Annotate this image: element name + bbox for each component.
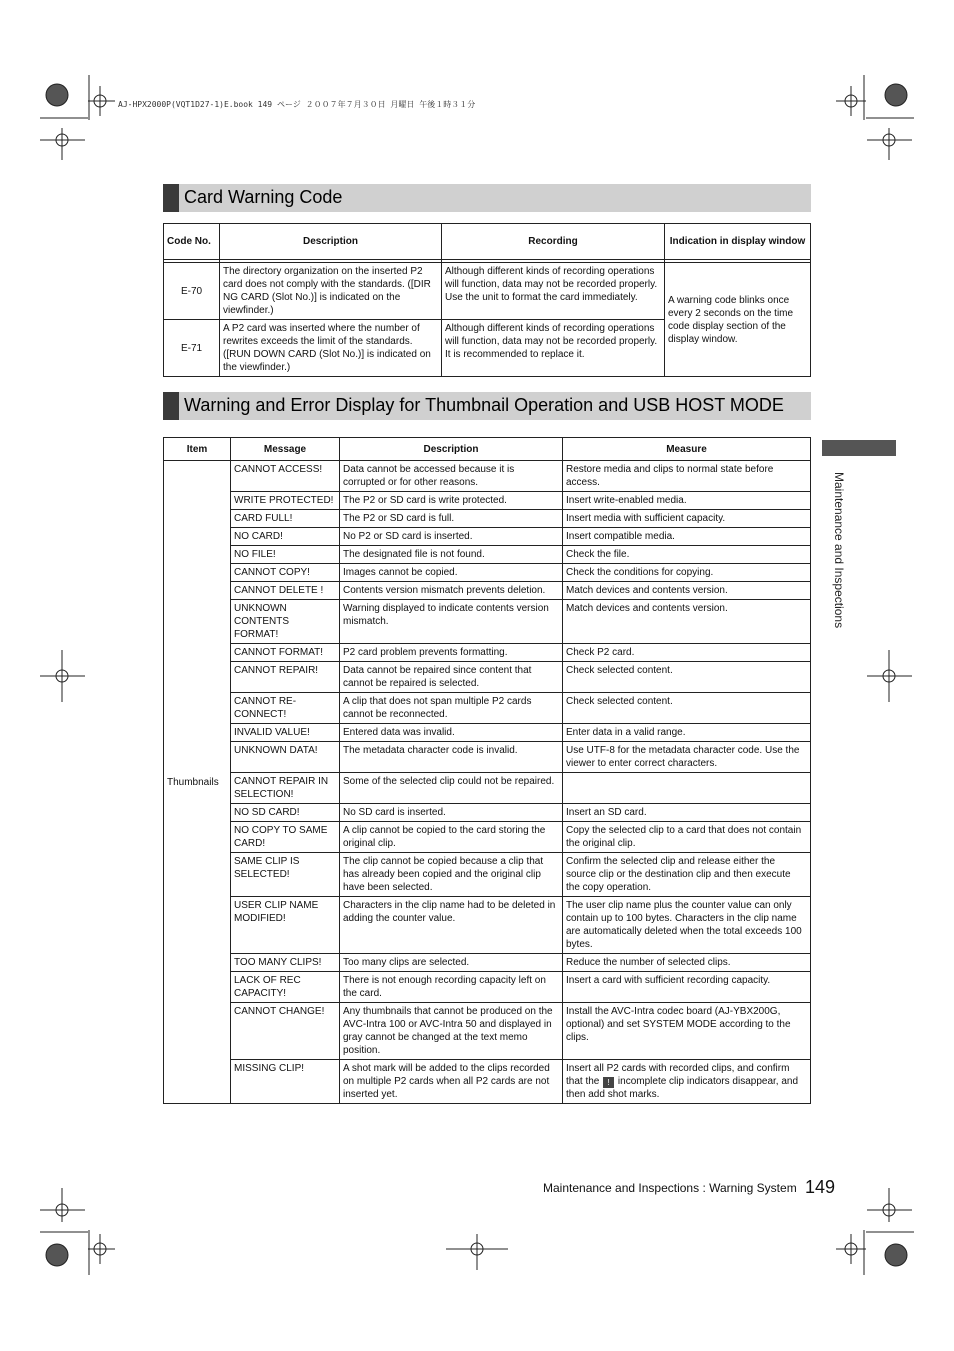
- header-measure: Measure: [563, 438, 811, 461]
- measure-cell: Install the AVC-Intra codec board (AJ-YBX200G, optional) and set SYSTEM MODE according to the clips.: [563, 1003, 811, 1060]
- table-row: [164, 773, 811, 804]
- description-cell: The P2 or SD card is full.: [340, 510, 563, 528]
- description-cell: Images cannot be copied.: [340, 564, 563, 582]
- incomplete-clip-indicator-icon: !: [603, 1077, 614, 1088]
- measure-cell: Check the conditions for copying.: [563, 564, 811, 582]
- message-cell: UNKNOWN DATA!: [231, 742, 340, 773]
- message-cell: UNKNOWN CONTENTS FORMAT!: [231, 600, 340, 644]
- measure-cell: [563, 773, 811, 804]
- measure-cell: Check P2 card.: [563, 644, 811, 662]
- description-cell: The metadata character code is invalid.: [340, 742, 563, 773]
- message-cell: NO SD CARD!: [231, 804, 340, 822]
- table-row: [164, 954, 811, 972]
- registration-disc-icon: [885, 84, 907, 106]
- description-cell: Data cannot be repaired since content that cannot be repaired is selected.: [340, 662, 563, 693]
- table-header-row: [164, 438, 811, 461]
- header-description: Description: [340, 438, 563, 461]
- table-row: [164, 822, 811, 853]
- message-cell: CARD FULL!: [231, 510, 340, 528]
- measure-cell: Enter data in a valid range.: [563, 724, 811, 742]
- measure-cell: Insert a card with sufficient recording capacity.: [563, 972, 811, 1003]
- description-cell: Any thumbnails that cannot be produced on the AVC-Intra 100 or AVC-Intra 50 and displayed in gray cannot be changed at the text memo position.: [340, 1003, 563, 1060]
- measure-cell: Match devices and contents version.: [563, 582, 811, 600]
- measure-cell: Reduce the number of selected clips.: [563, 954, 811, 972]
- measure-cell: Insert write-enabled media.: [563, 492, 811, 510]
- measure-cell: Copy the selected clip to a card that does not contain the original clip.: [563, 822, 811, 853]
- description-cell: Data cannot be accessed because it is corrupted or for other reasons.: [340, 461, 563, 492]
- code-cell: E-71: [164, 320, 220, 377]
- description-cell: No SD card is inserted.: [340, 804, 563, 822]
- table-row: [164, 600, 811, 644]
- recording-cell: Although different kinds of recording operations will function, data may not be recorded properly. Use the unit to format the card immediately.: [442, 263, 665, 320]
- message-cell: WRITE PROTECTED!: [231, 492, 340, 510]
- measure-cell: Match devices and contents version.: [563, 600, 811, 644]
- description-cell: Warning displayed to indicate contents version mismatch.: [340, 600, 563, 644]
- description-cell: The designated file is not found.: [340, 546, 563, 564]
- description-cell: P2 card problem prevents formatting.: [340, 644, 563, 662]
- description-cell: No P2 or SD card is inserted.: [340, 528, 563, 546]
- message-cell: SAME CLIP IS SELECTED!: [231, 853, 340, 897]
- message-cell: CANNOT CHANGE!: [231, 1003, 340, 1060]
- description-cell: There is not enough recording capacity left on the card.: [340, 972, 563, 1003]
- description-cell: Entered data was invalid.: [340, 724, 563, 742]
- description-cell: The P2 or SD card is write protected.: [340, 492, 563, 510]
- chapter-tab-marker: [822, 440, 896, 456]
- measure-cell: [563, 1060, 811, 1104]
- table-row: [164, 1003, 811, 1060]
- measure-cell: Check selected content.: [563, 693, 811, 724]
- book-file-info: AJ-HPX2000P(VQT1D27-1)E.book 149 ページ ２００７年７月３０日 月曜日 午後１時３１分: [118, 100, 476, 109]
- message-cell: USER CLIP NAME MODIFIED!: [231, 897, 340, 954]
- message-cell: LACK OF REC CAPACITY!: [231, 972, 340, 1003]
- description-cell: The directory organization on the inserted P2 card does not comply with the standards. ([DIR NG CARD (Slot No.)] is indicated on the viewfinder.): [220, 263, 442, 320]
- message-cell: TOO MANY CLIPS!: [231, 954, 340, 972]
- description-cell: A shot mark will be added to the clips recorded on multiple P2 cards when all P2 cards are not inserted yet.: [340, 1060, 563, 1104]
- table-row: [164, 492, 811, 510]
- header-message: Message: [231, 438, 340, 461]
- table-row: [164, 693, 811, 724]
- message-cell: CANNOT DELETE !: [231, 582, 340, 600]
- message-cell: CANNOT RE-CONNECT!: [231, 693, 340, 724]
- table-row: [164, 263, 811, 320]
- description-cell: A clip that does not span multiple P2 cards cannot be reconnected.: [340, 693, 563, 724]
- measure-cell: Confirm the selected clip and release either the source clip or the destination clip and then execute the copy operation.: [563, 853, 811, 897]
- table-row: [164, 461, 811, 492]
- message-cell: NO FILE!: [231, 546, 340, 564]
- description-cell: A clip cannot be copied to the card storing the original clip.: [340, 822, 563, 853]
- table-row: [164, 1060, 811, 1104]
- indication-cell: A warning code blinks once every 2 seconds on the time code display section of the display window.: [665, 263, 811, 377]
- thumbnail-warning-table: [163, 437, 811, 1104]
- header-code-no: Code No.: [164, 224, 220, 260]
- description-cell: Characters in the clip name had to be deleted in adding the counter value.: [340, 897, 563, 954]
- item-cell: Thumbnails: [164, 461, 231, 1104]
- table-row: [164, 972, 811, 1003]
- table-row: [164, 853, 811, 897]
- registration-disc-icon: [885, 1244, 907, 1266]
- section-title-warning-error-display: Warning and Error Display for Thumbnail Operation and USB HOST MODE: [163, 392, 811, 420]
- section-title-card-warning-code: Card Warning Code: [163, 184, 811, 212]
- message-cell: MISSING CLIP!: [231, 1060, 340, 1104]
- table-row: [164, 582, 811, 600]
- message-cell: CANNOT REPAIR!: [231, 662, 340, 693]
- table-row: [164, 897, 811, 954]
- measure-cell: Check selected content.: [563, 662, 811, 693]
- card-warning-code-table: [163, 223, 811, 377]
- page-number: 149: [805, 1177, 836, 1197]
- measure-cell: Restore media and clips to normal state before access.: [563, 461, 811, 492]
- measure-text: Insert all P2 cards with recorded clips, and confirm that the: [566, 1063, 790, 1087]
- message-cell: NO CARD!: [231, 528, 340, 546]
- code-cell: E-70: [164, 263, 220, 320]
- table-row: [164, 804, 811, 822]
- table-header-row: [164, 224, 811, 260]
- message-cell: NO COPY TO SAME CARD!: [231, 822, 340, 853]
- description-cell: Too many clips are selected.: [340, 954, 563, 972]
- measure-cell: Insert media with sufficient capacity.: [563, 510, 811, 528]
- message-cell: CANNOT REPAIR IN SELECTION!: [231, 773, 340, 804]
- measure-cell: The user clip name plus the counter value can only contain up to 100 bytes. Characters in the clip name are automatically deleted when the total exceeds 100 bytes.: [563, 897, 811, 954]
- measure-cell: Use UTF-8 for the metadata character code. Use the viewer to enter correct characters.: [563, 742, 811, 773]
- table-row: [164, 564, 811, 582]
- header-item: Item: [164, 438, 231, 461]
- header-indication: Indication in display window: [665, 224, 811, 260]
- chapter-side-label: Maintenance and Inspections: [832, 472, 846, 629]
- measure-cell: Insert compatible media.: [563, 528, 811, 546]
- header-description: Description: [220, 224, 442, 260]
- message-cell: CANNOT COPY!: [231, 564, 340, 582]
- description-cell: The clip cannot be copied because a clip that has already been copied and the original clip have been selected.: [340, 853, 563, 897]
- header-recording: Recording: [442, 224, 665, 260]
- table-row: [164, 644, 811, 662]
- message-cell: CANNOT ACCESS!: [231, 461, 340, 492]
- description-cell: Some of the selected clip could not be repaired.: [340, 773, 563, 804]
- table-row: [164, 742, 811, 773]
- registration-disc-icon: [46, 1244, 68, 1266]
- table-row: [164, 724, 811, 742]
- recording-cell: Although different kinds of recording operations will function, data may not be recorded properly. It is recommended to replace it.: [442, 320, 665, 377]
- footer-chapter-title: Maintenance and Inspections : Warning System: [543, 1181, 797, 1195]
- message-cell: INVALID VALUE!: [231, 724, 340, 742]
- measure-cell: Check the file.: [563, 546, 811, 564]
- table-row: [164, 546, 811, 564]
- description-cell: Contents version mismatch prevents deletion.: [340, 582, 563, 600]
- measure-text: incomplete clip indicators disappear, and then add shot marks.: [566, 1076, 799, 1100]
- table-row: [164, 662, 811, 693]
- message-cell: CANNOT FORMAT!: [231, 644, 340, 662]
- table-row: [164, 528, 811, 546]
- table-row: [164, 510, 811, 528]
- measure-cell: Insert an SD card.: [563, 804, 811, 822]
- description-cell: A P2 card was inserted where the number of rewrites exceeds the limit of the standards. ([RUN DOWN CARD (Slot No.)] is indicated on the viewfinder.): [220, 320, 442, 377]
- registration-disc-icon: [46, 84, 68, 106]
